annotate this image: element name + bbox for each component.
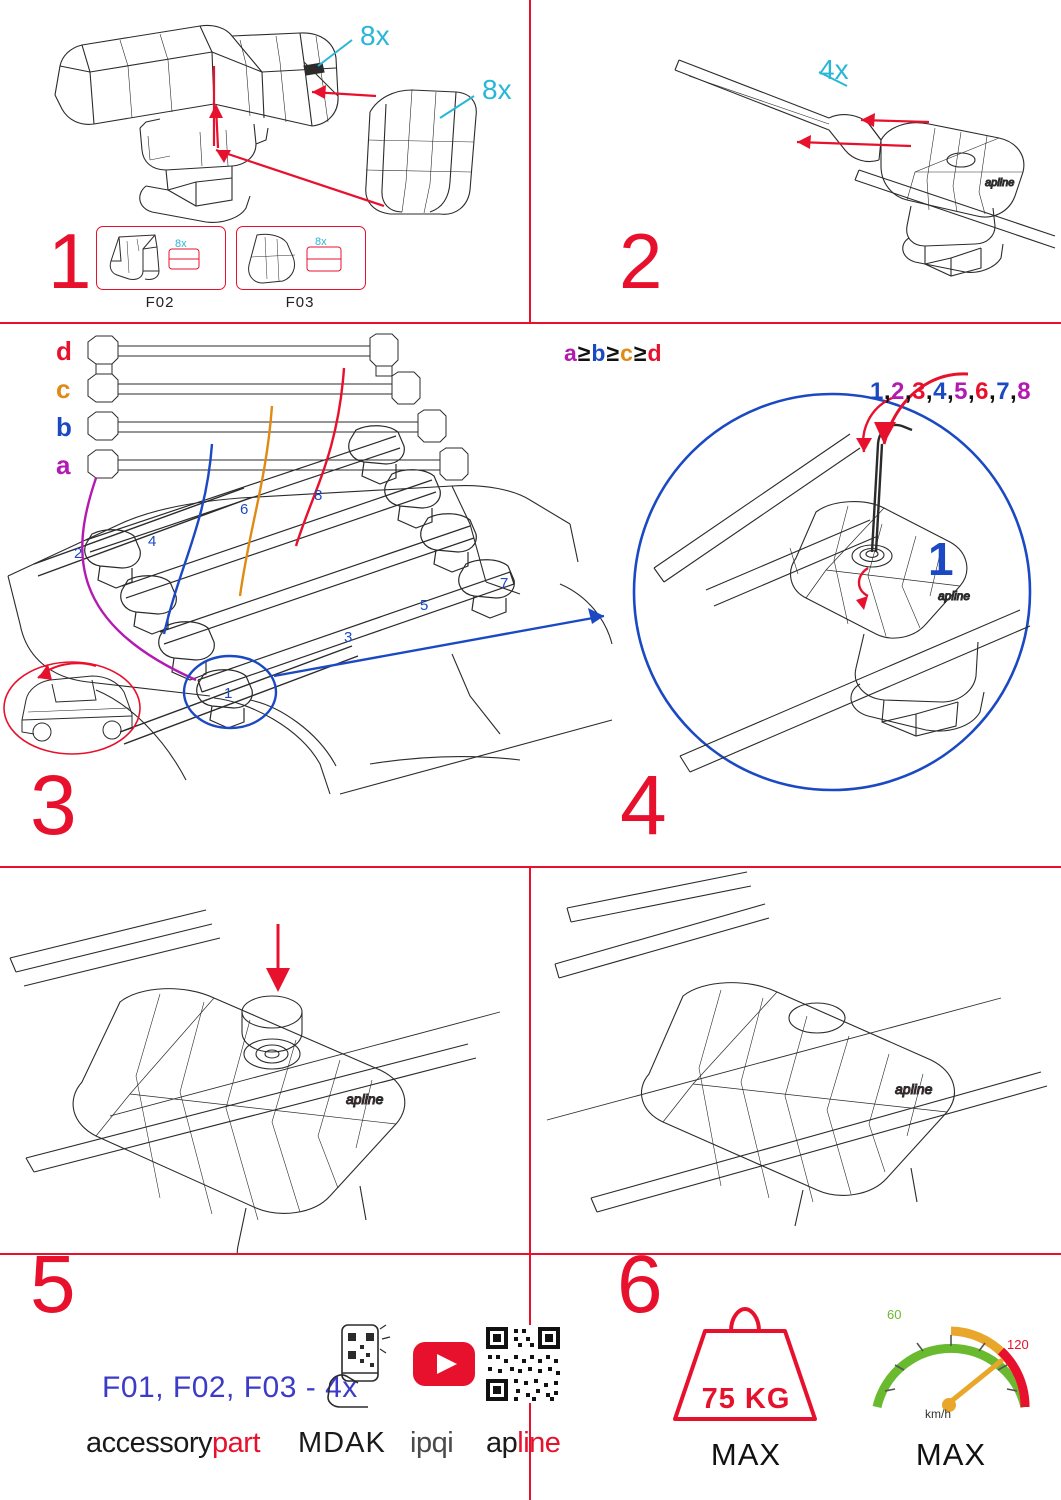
bar-length-inequality: a≥b≥c≥d: [564, 340, 663, 366]
svg-text:5: 5: [420, 597, 429, 614]
bar-label-d: d: [56, 336, 72, 366]
svg-text:6: 6: [240, 501, 249, 518]
speed-unit-label: km/h: [925, 1407, 952, 1421]
svg-text:apline: apline: [985, 177, 1015, 189]
tightening-sequence: 1,2,3,4,5,6,7,8: [870, 378, 1032, 405]
brand-accessorypart: [86, 1427, 260, 1460]
step-6-number: 6: [617, 1239, 661, 1330]
step-4-number: 4: [620, 758, 665, 852]
part-label-f03: F03: [285, 294, 315, 311]
footer-right: [531, 1255, 1061, 1500]
weight-limit-label: MAX: [710, 1437, 782, 1472]
bar-label-c: c: [56, 374, 71, 404]
brand-ipqi-a: ipqi: [410, 1427, 454, 1459]
brand-accessorypart-b: part: [212, 1427, 261, 1459]
part-box-f02: [96, 226, 226, 290]
svg-text:8x: 8x: [175, 238, 187, 250]
step-3-number: 3: [30, 758, 75, 852]
brand-ipqi: [410, 1427, 453, 1460]
footer-left: [0, 1255, 561, 1500]
phone-qr-icon[interactable]: [324, 1323, 394, 1409]
brand-accessorypart-a: accessory: [86, 1427, 213, 1459]
step-4-zoom-index: 1: [928, 533, 954, 585]
speed-limit-label: MAX: [915, 1437, 987, 1472]
footer-part-codes: F01, F02, F03 - 4x: [102, 1371, 358, 1404]
svg-text:3: 3: [344, 629, 353, 646]
svg-text:8: 8: [314, 487, 323, 504]
part-f03-icon: [237, 227, 365, 289]
weight-limit-value: 75 KG: [701, 1383, 791, 1415]
step-5-number: 5: [30, 1239, 74, 1330]
step-1-number: 1: [48, 217, 90, 305]
svg-text:apline: apline: [895, 1081, 933, 1097]
step-2-illustration: [529, 0, 1061, 322]
step-3-panel: [0, 324, 620, 866]
brand-mdak: [298, 1427, 386, 1460]
brand-mdak-a: MD: [298, 1427, 346, 1459]
bar-label-b: b: [56, 412, 72, 442]
gauge-min-label: 60: [887, 1307, 902, 1322]
svg-text:1: 1: [224, 685, 233, 702]
brand-apline-a: ap: [486, 1427, 518, 1459]
bar-label-a: a: [56, 450, 71, 480]
svg-text:apline: apline: [346, 1091, 384, 1107]
part-label-f02: F02: [145, 294, 175, 311]
svg-text:4: 4: [148, 533, 157, 550]
brand-mdak-b: AK: [345, 1427, 386, 1459]
step-3-illustration: [0, 324, 620, 866]
step-5-panel: [0, 868, 529, 1330]
svg-text:2: 2: [74, 545, 83, 562]
step-2-number: 2: [619, 217, 661, 305]
step-2-panel: [529, 0, 1061, 322]
brand-apline-b: line: [517, 1427, 561, 1459]
step1-callout-2: 8x: [482, 74, 512, 105]
step1-callout-1: 8x: [360, 20, 390, 51]
step-6-illustration: [531, 868, 1061, 1253]
part-box-f03: [236, 226, 366, 290]
gauge-max-label: 120: [1007, 1337, 1029, 1352]
svg-text:apline: apline: [938, 589, 971, 603]
step2-callout-1: 4x: [819, 54, 849, 85]
svg-text:8x: 8x: [315, 236, 327, 248]
part-f02-icon: [97, 227, 225, 289]
step-1-panel: [0, 0, 529, 322]
youtube-icon[interactable]: [412, 1341, 476, 1387]
svg-text:7: 7: [500, 575, 509, 592]
step-5-illustration: [0, 868, 529, 1253]
